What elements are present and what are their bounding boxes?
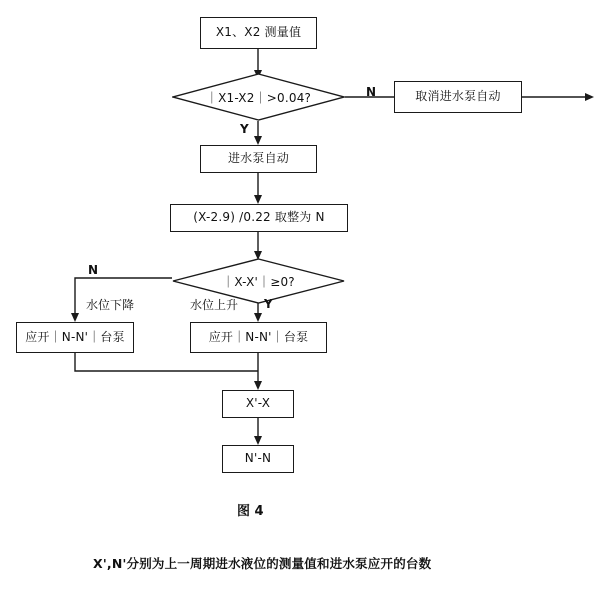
- arrowhead-cancel-left: [585, 93, 594, 101]
- node-open-right-label: 应开｜N-N'｜台泵: [208, 329, 309, 344]
- edge-label-decision1-no: N: [366, 85, 377, 99]
- arrowhead-pumpauto-top: [254, 136, 262, 145]
- node-decision2-label: ｜X-X'｜≥0?: [222, 274, 295, 289]
- arrowhead-openleft-top: [71, 313, 79, 322]
- node-compute-n[interactable]: [170, 204, 348, 232]
- edge-label-decision1-yes: Y: [240, 122, 249, 136]
- node-cancel-auto-label: 取消进水泵自动: [415, 89, 501, 104]
- node-decision1[interactable]: [172, 73, 345, 121]
- side-label-level-up: 水位上升: [190, 298, 239, 312]
- node-open-right[interactable]: [190, 322, 327, 353]
- arrowhead-assignx-top: [254, 381, 262, 390]
- node-assign-n[interactable]: [222, 445, 294, 473]
- node-assign-n-label: N'-N: [244, 451, 272, 466]
- node-decision1-label: ｜X1-X2｜>0.04?: [205, 90, 312, 105]
- node-cancel-auto[interactable]: [394, 81, 522, 113]
- node-open-left-label: 应开｜N-N'｜台泵: [25, 329, 125, 344]
- side-label-level-down: 水位下降: [86, 298, 135, 312]
- figure-footnote: X',N'分别为上一周期进水液位的测量值和进水泵应开的台数: [93, 556, 432, 571]
- edge-label-decision2-yes: Y: [264, 297, 273, 311]
- edge-openleft-to-assignx: [75, 353, 258, 371]
- node-pump-auto-label: 进水泵自动: [227, 151, 289, 166]
- arrowhead-computen-top: [254, 195, 262, 204]
- node-pump-auto[interactable]: [200, 145, 317, 173]
- edge-label-decision2-no: N: [88, 263, 99, 277]
- node-start-label: X1、X2 测量值: [215, 25, 302, 40]
- node-assign-x[interactable]: [222, 390, 294, 418]
- arrowhead-openright-top: [254, 313, 262, 322]
- node-open-left[interactable]: [16, 322, 134, 353]
- figure-caption: 图 4: [237, 504, 264, 519]
- node-compute-n-label: (X-2.9) /0.22 取整为 N: [193, 210, 325, 225]
- arrowhead-assignn-top: [254, 436, 262, 445]
- node-assign-x-label: X'-X: [245, 396, 271, 411]
- node-start[interactable]: [200, 17, 317, 49]
